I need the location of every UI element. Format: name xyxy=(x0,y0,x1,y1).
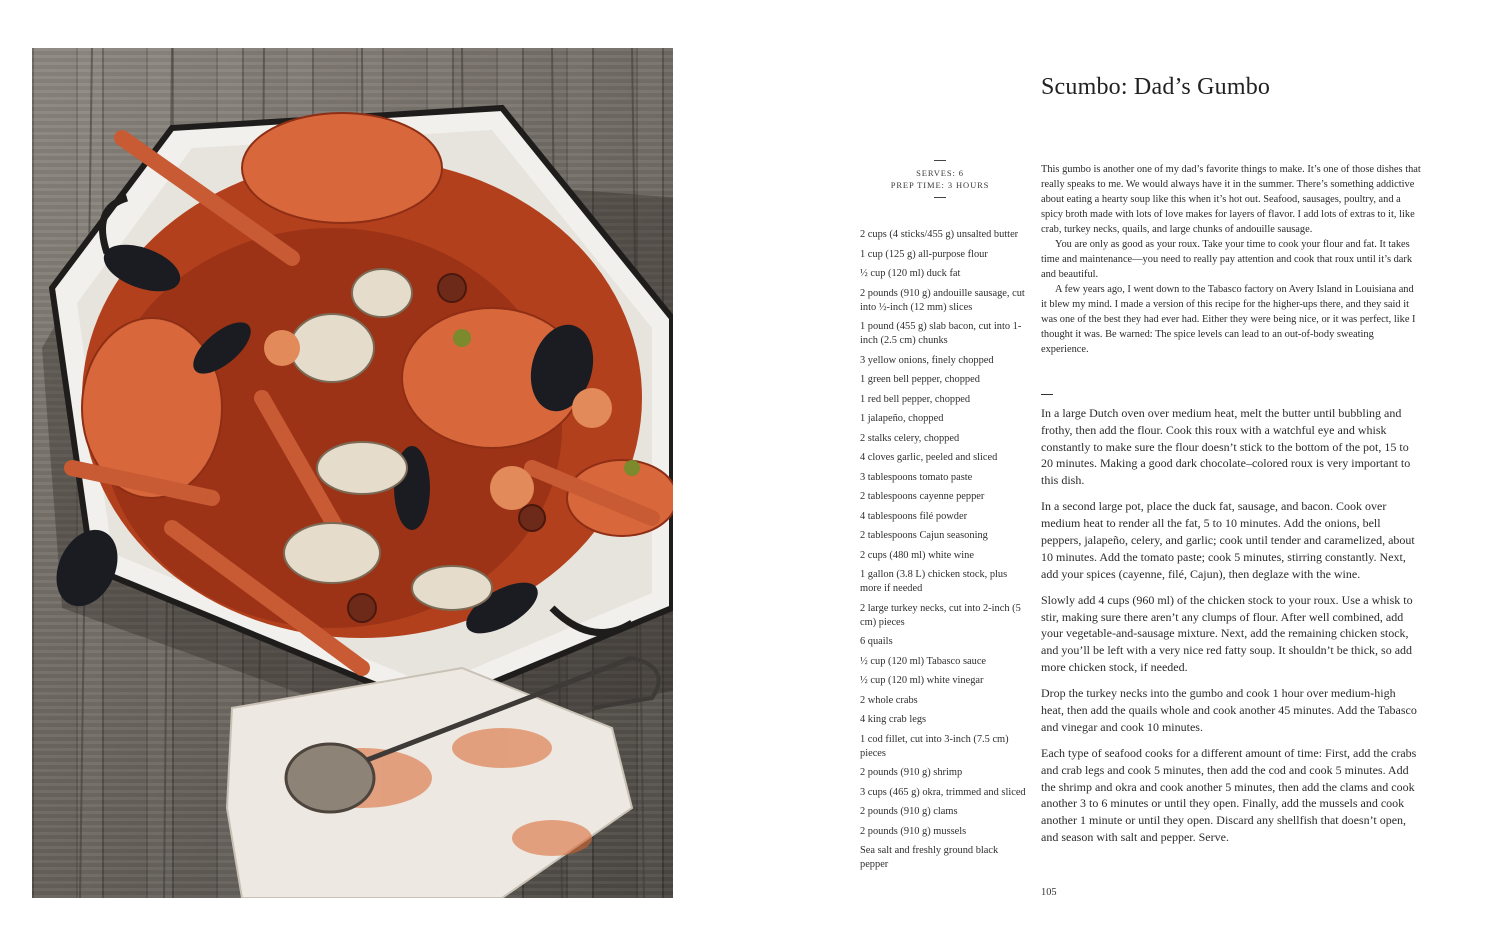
method-step: Slowly add 4 cups (960 ml) of the chicken stock to your roux. Use a whisk to stir, making sure there aren’t any clumps of flour. After well combined, add your vegetable-and-sausage mixture. Next, add the remaining chicken stock, and you’ll be left with a very nice red fatty soup. It shouldn’t be thick, so add more chicken stock, if needed. xyxy=(1041,592,1413,674)
ingredient-item: Sea salt and freshly ground black pepper xyxy=(860,845,999,870)
recipe-steps xyxy=(1041,405,1421,855)
gumbo-photo-illustration xyxy=(32,48,673,898)
recipe-meta xyxy=(870,160,1010,198)
ingredient-item: 2 stalks celery, chopped xyxy=(860,432,960,444)
ingredients-list xyxy=(860,228,1028,878)
gumbo-photo xyxy=(32,48,673,898)
ingredient-item: 2 tablespoons Cajun seasoning xyxy=(860,530,988,541)
intro-paragraph: This gumbo is another one of my dad’s favorite things to make. It’s one of those dishes that really speaks to me. We would always have it in the summer. There’s something addictive about eating a hearty soup like this when it’s hot out. Seafood, sausages, poultry, and a spicy broth made with lots of love makes for layers of flavor. I add lots of extras to it, like crab, turkey necks, quails, and large chunks of andouille sausage. xyxy=(1041,164,1421,235)
prep-time-label: PREP TIME: 3 HOURS xyxy=(890,180,990,190)
section-divider xyxy=(1041,394,1053,395)
ingredient-item: 1 pound (455 g) slab bacon, cut into 1-inch (2.5 cm) chunks xyxy=(860,321,1022,346)
ingredient-item: ½ cup (120 ml) duck fat xyxy=(860,268,961,279)
meta-divider-bottom xyxy=(934,197,946,198)
ingredient-item: 2 pounds (910 g) mussels xyxy=(860,825,967,837)
ingredient-item: 2 whole crabs xyxy=(860,694,918,706)
ingredient-item: 3 cups (465 g) okra, trimmed and sliced xyxy=(860,786,1026,798)
ingredient-item: 6 quails xyxy=(860,636,893,647)
recipe-intro xyxy=(1041,162,1421,357)
ingredient-item: ½ cup (120 ml) Tabasco sauce xyxy=(860,655,987,667)
ingredient-item: 2 pounds (910 g) shrimp xyxy=(860,767,963,778)
method-step: In a large Dutch oven over medium heat, melt the butter until bubbling and frothy, then add the flour. Cook this roux with a watchful eye and whisk constantly to make sure the flour doesn’t stick to the bottom of the pot, 15 to 20 minutes. Making a good dark chocolate–colored roux is very important to this dish. xyxy=(1041,406,1411,488)
intro-paragraph: You are only as good as your roux. Take your time to cook your flour and fat. It takes time and maintenance—you need to really pay attention and cook that roux until it’s dark and beautiful. xyxy=(1041,239,1413,280)
ingredient-item: 2 large turkey necks, cut into 2-inch (5 cm) pieces xyxy=(860,602,1021,628)
ingredient-item: 4 king crab legs xyxy=(860,714,927,725)
ingredient-item: 1 cup (125 g) all-purpose flour xyxy=(860,248,988,260)
recipe-title: Scumbo: Dad’s Gumbo xyxy=(1041,74,1271,100)
serves-label: SERVES: 6 xyxy=(916,168,964,178)
ingredient-item: 3 yellow onions, finely chopped xyxy=(860,354,994,366)
ingredient-item: 2 cups (4 sticks/455 g) unsalted butter xyxy=(860,229,1019,240)
ingredient-item: 4 cloves garlic, peeled and sliced xyxy=(860,452,998,463)
ingredient-item: 2 pounds (910 g) andouille sausage, cut into ½-inch (12 mm) slices xyxy=(860,287,1025,313)
ingredient-item: ½ cup (120 ml) white vinegar xyxy=(860,675,984,686)
page-number: 105 xyxy=(1041,887,1057,898)
ingredient-item: 1 cod fillet, cut into 3-inch (7.5 cm) pieces xyxy=(860,733,1009,759)
intro-paragraph: A few years ago, I went down to the Tabasco factory on Avery Island in Louisiana and it blew my mind. I made a version of this recipe for the higher-ups there, and they said it was one of the best they had ever had. Either they were being nice, or it was perfect, like I thought it was. Be warned: The spice levels can lead to an out-of-body sweating experience. xyxy=(1041,284,1416,355)
ingredient-item: 1 red bell pepper, chopped xyxy=(860,393,971,405)
ingredient-item: 1 jalapeño, chopped xyxy=(860,413,944,424)
ingredient-item: 1 green bell pepper, chopped xyxy=(860,374,980,385)
ingredient-item: 4 tablespoons filé powder xyxy=(860,510,968,522)
ingredient-item: 3 tablespoons tomato paste xyxy=(860,471,973,483)
method-step: Each type of seafood cooks for a different amount of time: First, add the crabs and crab legs and cook 5 minutes, then add the cod and cook 5 minutes. Add the shrimp and okra and cook another 5 minutes, then add the clams and cook another 3 to 6 minutes or until they open. Finally, add the mussels and cook another 1 minute or until they open. Discard any shellfish that doesn’t open, and season with salt and pepper. Serve. xyxy=(1041,745,1417,844)
method-step: In a second large pot, place the duck fat, sausage, and bacon. Cook over medium heat to render all the fat, 5 to 10 minutes. Add the onions, bell peppers, jalapeño, celery, and garlic; cook until tender and caramelized, about 10 minutes. Add the tomato paste; cook 5 minutes, stirring constantly. Next, add your spices (cayenne, filé, Cajun), then deglaze with the wine. xyxy=(1041,499,1415,581)
method-step: Drop the turkey necks into the gumbo and cook 1 hour over medium-high heat, then add the quails whole and cook another 45 minutes. Add the Tabasco and vinegar and cook 10 minutes. xyxy=(1041,686,1417,734)
ingredient-item: 1 gallon (3.8 L) chicken stock, plus more if needed xyxy=(860,569,1008,594)
ingredient-item: 2 pounds (910 g) clams xyxy=(860,806,958,817)
meta-divider-top xyxy=(934,160,946,161)
ingredient-item: 2 tablespoons cayenne pepper xyxy=(860,491,985,502)
ingredient-item: 2 cups (480 ml) white wine xyxy=(860,549,974,561)
